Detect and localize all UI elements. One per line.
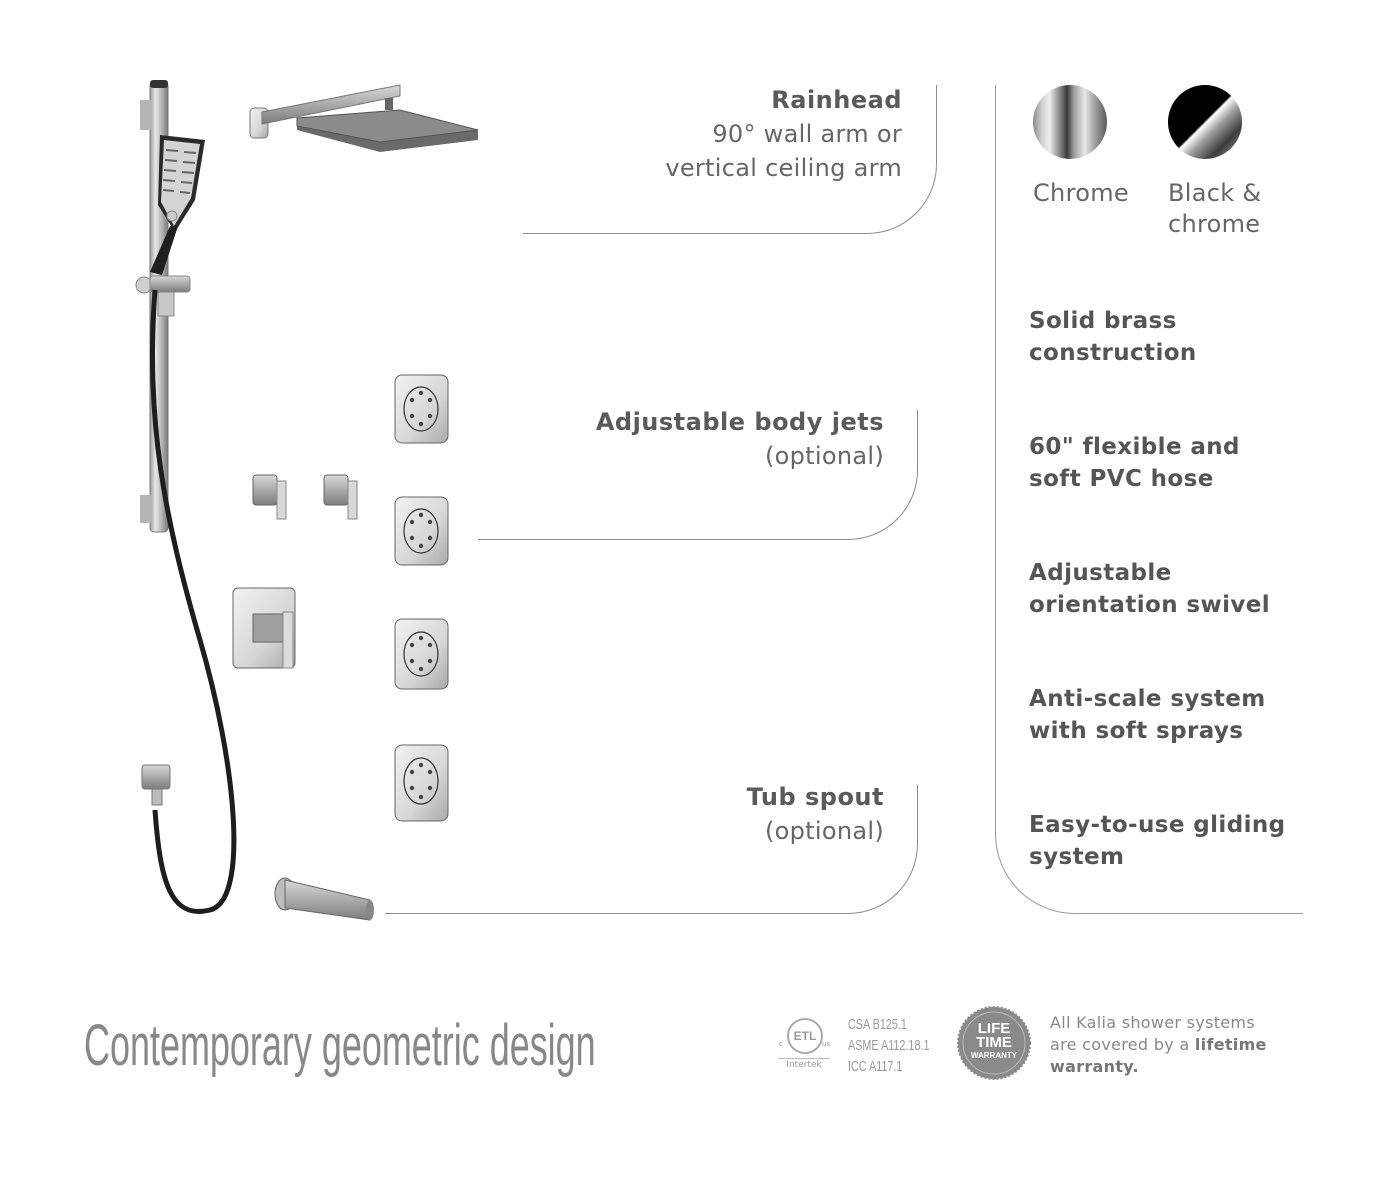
warranty-statement: [1050, 1012, 1267, 1078]
callout-subtitle: vertical ceiling arm: [665, 154, 902, 182]
wall-supply-elbow-icon: [142, 765, 170, 805]
feature-line: Easy-to-use gliding: [1029, 812, 1286, 838]
tub-spout-icon: [275, 878, 374, 920]
warranty-emphasis: lifetime: [1194, 1035, 1267, 1054]
feature-line: Anti-scale system: [1029, 686, 1266, 712]
callout-subtitle: (optional): [765, 442, 884, 470]
badge-text: [957, 1022, 1031, 1062]
slide-holder-icon: [136, 276, 190, 316]
rainhead-icon: [250, 85, 478, 152]
feature-line: with soft sprays: [1029, 718, 1244, 744]
feature-line: soft PVC hose: [1029, 466, 1214, 492]
warranty-line: [1050, 1056, 1267, 1078]
feature-gliding: [1029, 809, 1286, 873]
badge-line: TIME: [976, 1034, 1012, 1051]
body-jet-icon: [395, 497, 448, 565]
feature-line: construction: [1029, 340, 1197, 366]
lifetime-warranty-badge: [957, 1006, 1031, 1080]
warranty-fragment: are covered by a: [1050, 1035, 1195, 1054]
callout-title: Adjustable body jets: [595, 408, 884, 436]
etl-c: c: [779, 1040, 783, 1048]
intertek-label: Intertek: [778, 1058, 830, 1070]
feature-swivel: [1029, 557, 1270, 621]
tub-spout-callout: [747, 780, 884, 848]
rainhead-callout: [665, 83, 902, 185]
feature-hose: [1029, 431, 1240, 495]
finish-label-chrome: Chrome: [1033, 179, 1129, 207]
body-jet-icon: [395, 619, 448, 689]
feature-line: Adjustable: [1029, 560, 1172, 586]
feature-line: Solid brass: [1029, 308, 1177, 334]
callout-title: Tub spout: [746, 783, 884, 811]
diverter-handle-icon: [253, 475, 286, 519]
finish-label-black-chrome: [1168, 178, 1261, 240]
headline: Contemporary geometric design: [84, 1013, 596, 1078]
feature-line: system: [1029, 844, 1125, 870]
feature-line: orientation swivel: [1029, 592, 1271, 618]
body-jet-icon: [395, 375, 448, 443]
standard-item: CSA B125.1: [848, 1016, 907, 1033]
etl-mark-icon: ETL: [787, 1018, 823, 1054]
standard-item: ASME A112.18.1: [848, 1037, 930, 1054]
black-chrome-swatch-icon: [1168, 85, 1242, 159]
warranty-line: All Kalia shower systems: [1050, 1013, 1255, 1032]
callout-title: Rainhead: [771, 86, 902, 114]
diverter-handle-icon: [324, 475, 357, 519]
chrome-swatch-icon: [1033, 85, 1107, 159]
feature-line: 60" flexible and: [1029, 434, 1240, 460]
body-jets-callout: [596, 405, 884, 473]
feature-solid-brass: [1029, 305, 1197, 369]
callout-subtitle: 90° wall arm or: [712, 120, 902, 148]
badge-line: LIFE: [977, 1020, 1011, 1037]
etl-us: us: [822, 1040, 831, 1048]
finish-label-line: chrome: [1168, 210, 1261, 238]
badge-line: WARRANTY: [970, 1051, 1018, 1060]
warranty-line: [1050, 1034, 1267, 1056]
feature-anti-scale: [1029, 683, 1266, 747]
etl-intertek-logo: [778, 1018, 830, 1074]
standard-item: ICC A117.1: [848, 1058, 903, 1075]
standards-list: [848, 1014, 929, 1077]
callout-subtitle: (optional): [765, 817, 884, 845]
finish-label-line: Black &: [1168, 179, 1262, 207]
valve-trim-icon: [233, 588, 295, 668]
warranty-emphasis: warranty.: [1050, 1057, 1139, 1076]
